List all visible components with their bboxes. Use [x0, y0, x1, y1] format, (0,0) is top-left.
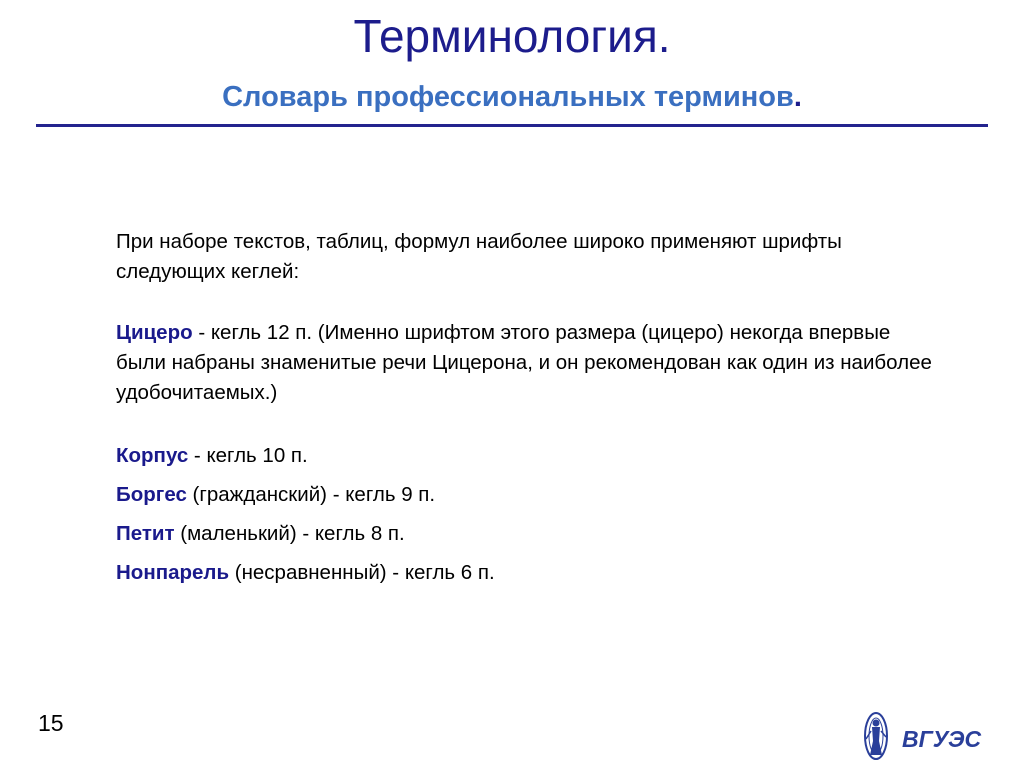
term-petit: Петит [116, 522, 175, 545]
intro-paragraph: При наборе текстов, таблиц, формул наиболее широко применяют шрифты следующих кеглей: [116, 230, 842, 283]
term-korpus: Корпус [116, 444, 189, 467]
subtitle-text: Словарь профессиональных терминов [222, 81, 794, 113]
slide-subtitle [0, 77, 1024, 117]
term-borges: Боргес [116, 483, 187, 506]
nonpareil-description: (несравненный) - кегль 6 п. [229, 561, 495, 584]
borges-description: (гражданский) - кегль 9 п. [186, 483, 436, 506]
university-logo [862, 711, 990, 763]
term-line-nonpareil [116, 558, 495, 588]
logo-text: ВГУЭС [902, 726, 982, 752]
term-line-borges [116, 480, 435, 510]
title-divider [36, 124, 988, 127]
term-line-petit [116, 519, 405, 549]
term-line-korpus [116, 441, 308, 471]
logo-graphic [862, 711, 990, 763]
petit-description: (маленький) - кегль 8 п. [174, 522, 405, 545]
subtitle-dot: . [793, 81, 802, 113]
slide-title: Терминология. [353, 10, 671, 62]
term-nonpareil: Нонпарель [116, 561, 230, 584]
cicero-description: - кегль 12 п. (Именно шрифтом этого размера (цицеро) некогда впервые были набраны знаменитые речи Цицерона, и он рекомендован как один из наиболее удобочитаемых.) [116, 321, 932, 404]
korpus-description: - кегль 10 п. [188, 444, 308, 467]
term-cicero: Цицеро [116, 321, 193, 344]
page-number: 15 [38, 710, 64, 736]
cicero-paragraph [116, 318, 936, 408]
university-emblem-icon [865, 713, 887, 759]
